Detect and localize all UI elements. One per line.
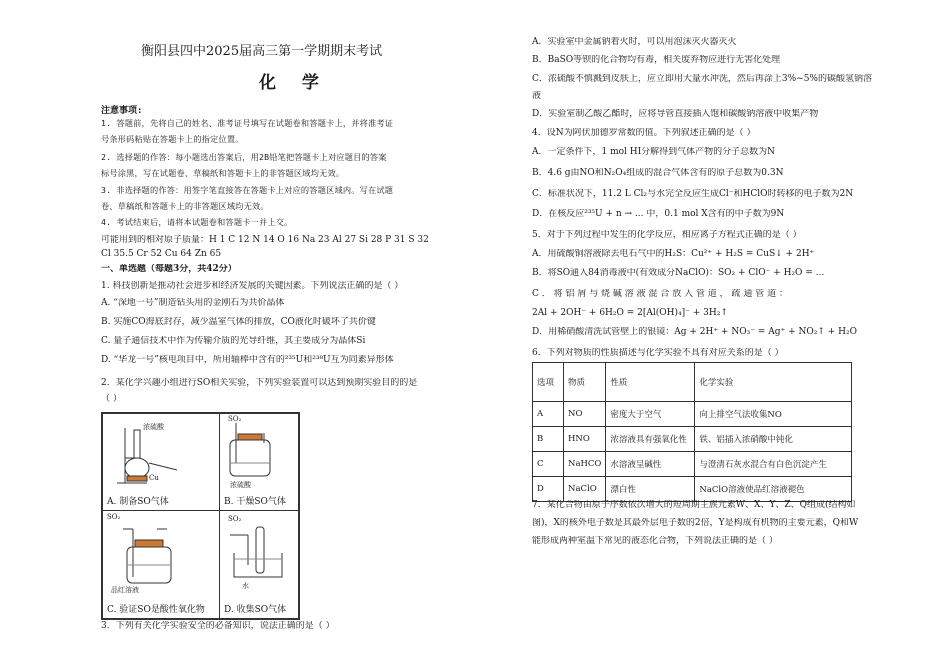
- q3-option: A．实验室中金属钠着火时，可以用泡沫灭火器灭火: [532, 37, 737, 47]
- caption-c: C. 验证SO是酸性氧化物: [107, 605, 205, 615]
- gas-wash-bottle-icon: [224, 418, 296, 480]
- table-cell: NaHCO: [564, 452, 606, 477]
- table-cell: A: [533, 402, 564, 427]
- notice-line: 标号涂黑，写在试题卷、草稿纸和答题卡上的非答题区域均无效。: [101, 168, 345, 178]
- table-cell: 密度大于空气: [606, 402, 695, 427]
- q4-option: C．标准状况下，11.2 L Cl₂与水完全反应生成Cl⁻和HClO时转移的电子数为2N: [532, 189, 854, 199]
- q1-option: B. 实施CO海底封存，减少温室气体的排放，CO液化时破坏了共价键: [101, 317, 376, 327]
- q2-blank: （ ）: [101, 394, 122, 404]
- table-cell: NaClO: [564, 477, 606, 502]
- so2-label: SO₂: [107, 513, 121, 521]
- notice-line: 4. 考试结束后，请将本试题卷和答题卡一并上交。: [101, 217, 293, 227]
- q1-stem: 1. 科技创新是推动社会进步和经济发展的关键因素。下列说法正确的是（ ）: [101, 281, 404, 291]
- q2-apparatus-grid: [101, 412, 300, 620]
- table-cell: 水溶液呈碱性: [606, 452, 695, 477]
- q5-option: A．用硫酸铜溶液除去电石气中的H₂S：Cu²⁺ + H₂S = CuS↓ + 2H⁺: [532, 249, 815, 259]
- apparatus-a: [102, 413, 220, 511]
- q4-option: A．一定条件下，1 mol HI分解得到气体产物的分子总数为N: [532, 147, 776, 157]
- apparatus-c: [102, 510, 220, 619]
- table-header: 物质: [564, 363, 606, 402]
- table-cell: 铁、铝插入浓硝酸中钝化: [695, 427, 852, 452]
- so2-label: SO₂: [228, 415, 242, 423]
- q5-stem: 5．对于下列过程中发生的化学反应，相应离子方程式正确的是（ ）: [532, 230, 802, 240]
- exam-subject: 化 学: [259, 73, 329, 93]
- table-cell: NO: [564, 402, 606, 427]
- magenta-label: 品红溶液: [111, 586, 139, 594]
- table-cell: 向上排空气法收集NO: [695, 402, 852, 427]
- atomic-masses: 可能用到的相对原子质量：H 1 C 12 N 14 O 16 Na 23 Al 27 Si 28 P 31 S 32: [101, 235, 429, 245]
- notice-line: 2. 选择题的作答：每小题选出答案后，用2B铅笔把答题卡上对应题目的答案: [101, 152, 387, 162]
- table-cell: C: [533, 452, 564, 477]
- exam-title: 衡阳县四中2025届高三第一学期期末考试: [141, 44, 383, 59]
- table-cell: NaClO溶液使品红溶液褪色: [695, 477, 852, 502]
- cu-label: Cu: [149, 474, 159, 482]
- conc-acid-label: 浓硫酸: [143, 423, 164, 431]
- q1-option: C. 量子通信技术中作为传输介质的光导纤维，其主要成分为晶体Si: [101, 336, 366, 346]
- table-cell: D: [533, 477, 564, 502]
- notice-line: 号条形码粘贴在答题卡上的指定位置。: [101, 134, 244, 144]
- q6-stem: 6．下列对物质的性质描述与化学实验不具有对应关系的是（ ）: [532, 348, 784, 358]
- apparatus-d: [219, 510, 299, 619]
- notice-line: 3. 非选择题的作答：用签字笔直接答在答题卡上对应的答题区域内。写在试题: [101, 185, 394, 195]
- q5-option: B．将SO通入84消毒液中(有效成分NaClO)：SO₂ + ClO⁻ + H₂O = ...: [532, 268, 825, 278]
- caption-a: A. 制备SO气体: [107, 497, 169, 507]
- conc-acid-label: 浓硫酸: [230, 481, 251, 489]
- q5-option: D．用稀硝酸清洗试管壁上的银镜：Ag + 2H⁺ + NO₃⁻ = Ag⁺ + NO₂↑ + H₂O: [532, 327, 857, 337]
- q4-option: D．在核反应²³⁵U + n → ... 中，0.1 mol X含有的中子数为9N: [532, 209, 785, 219]
- q3-stem: 3．下列有关化学实验安全的必备知识，说法正确的是（ ）: [101, 621, 335, 631]
- q1-option: A. “深地一号”制造钻头用的金刚石为共价晶体: [101, 298, 285, 308]
- table-cell: 漂白性: [606, 477, 695, 502]
- caption-d: D. 收集SO气体: [224, 605, 287, 615]
- q2-stem: 2．某化学兴趣小组进行SO相关实验，下列实验装置可以达到预期实验目的的是: [101, 378, 418, 388]
- section-heading: 一、单选题（每题3分，共42分）: [101, 264, 237, 274]
- gas-wash-bottle-icon: [107, 515, 217, 590]
- q4-stem: 4．设N为阿伏加德罗常数的值。下列叙述正确的是（ ）: [532, 128, 756, 138]
- table-header: 选项: [533, 363, 564, 402]
- apparatus-b: [219, 413, 299, 511]
- q3-option: 液: [532, 91, 542, 101]
- table-row: [533, 452, 852, 477]
- q3-option: D．实验室制乙酸乙酯时，应将导管直接插入饱和碳酸钠溶液中收集产物: [532, 109, 819, 119]
- table-row: [533, 427, 852, 452]
- water-trough-icon: [224, 515, 296, 590]
- table-row: [533, 402, 852, 427]
- table-header: 化学实验: [695, 363, 852, 402]
- table-header-row: [533, 363, 852, 402]
- notice-heading: 注意事项:: [101, 106, 143, 116]
- table-row: [533, 477, 852, 502]
- q5-equation: 2Al + 2OH⁻ + 6H₂O = 2[Al(OH)₄]⁻ + 3H₂↑: [532, 308, 728, 318]
- so2-label: SO₂: [228, 515, 242, 523]
- table-cell: 浓溶液具有强氧化性: [606, 427, 695, 452]
- q3-option: C．浓硫酸不慎溅到皮肤上，应立即用大量水冲洗，然后再涂上3%~5%的碳酸氢钠溶: [532, 74, 872, 84]
- water-label: 水: [242, 582, 249, 590]
- table-header: 性质: [606, 363, 695, 402]
- q5-option: C ． 将 铝 屑 与 烧 碱 溶 液 混 合 放 入 管 道 ， 疏 通 管 道 ：: [532, 289, 788, 299]
- table-cell: B: [533, 427, 564, 452]
- q7-line: 能形成两种室温下常见的液态化合物，下列说法正确的是（ ）: [532, 536, 778, 546]
- table-cell: HNO: [564, 427, 606, 452]
- q7-line: 7．某化合物由原子序数依次增大的短周期主族元素W、X、Y、Z、Q组成(结构如: [532, 500, 856, 510]
- q7-line: 图)，X的核外电子数是其最外层电子数的2倍，Y是构成有机物的主要元素，Q和W: [532, 518, 859, 528]
- q1-option: D. “华龙一号”核电项目中，所用轴棒中含有的²³⁵U和²³⁸U互为同素异形体: [101, 355, 394, 365]
- q3-option: B．BaSO等钡的化合物均有毒，相关废弃物应进行无害化处理: [532, 55, 781, 65]
- caption-b: B. 干燥SO气体: [224, 497, 286, 507]
- q6-table: [532, 362, 852, 502]
- q4-option: B．4.6 g由NO和N₂O₄组成的混合气体含有的原子总数为0.3N: [532, 168, 784, 178]
- notice-line: 1. 答题前，先将自己的姓名、准考证号填写在试题卷和答题卡上，并将准考证: [101, 118, 394, 128]
- notice-line: 卷、草稿纸和答题卡上的非答题区域均无效。: [101, 201, 269, 211]
- atomic-masses: Cl 35.5 Cr 52 Cu 64 Zn 65: [101, 249, 222, 259]
- table-cell: 与澄清石灰水混合有白色沉淀产生: [695, 452, 852, 477]
